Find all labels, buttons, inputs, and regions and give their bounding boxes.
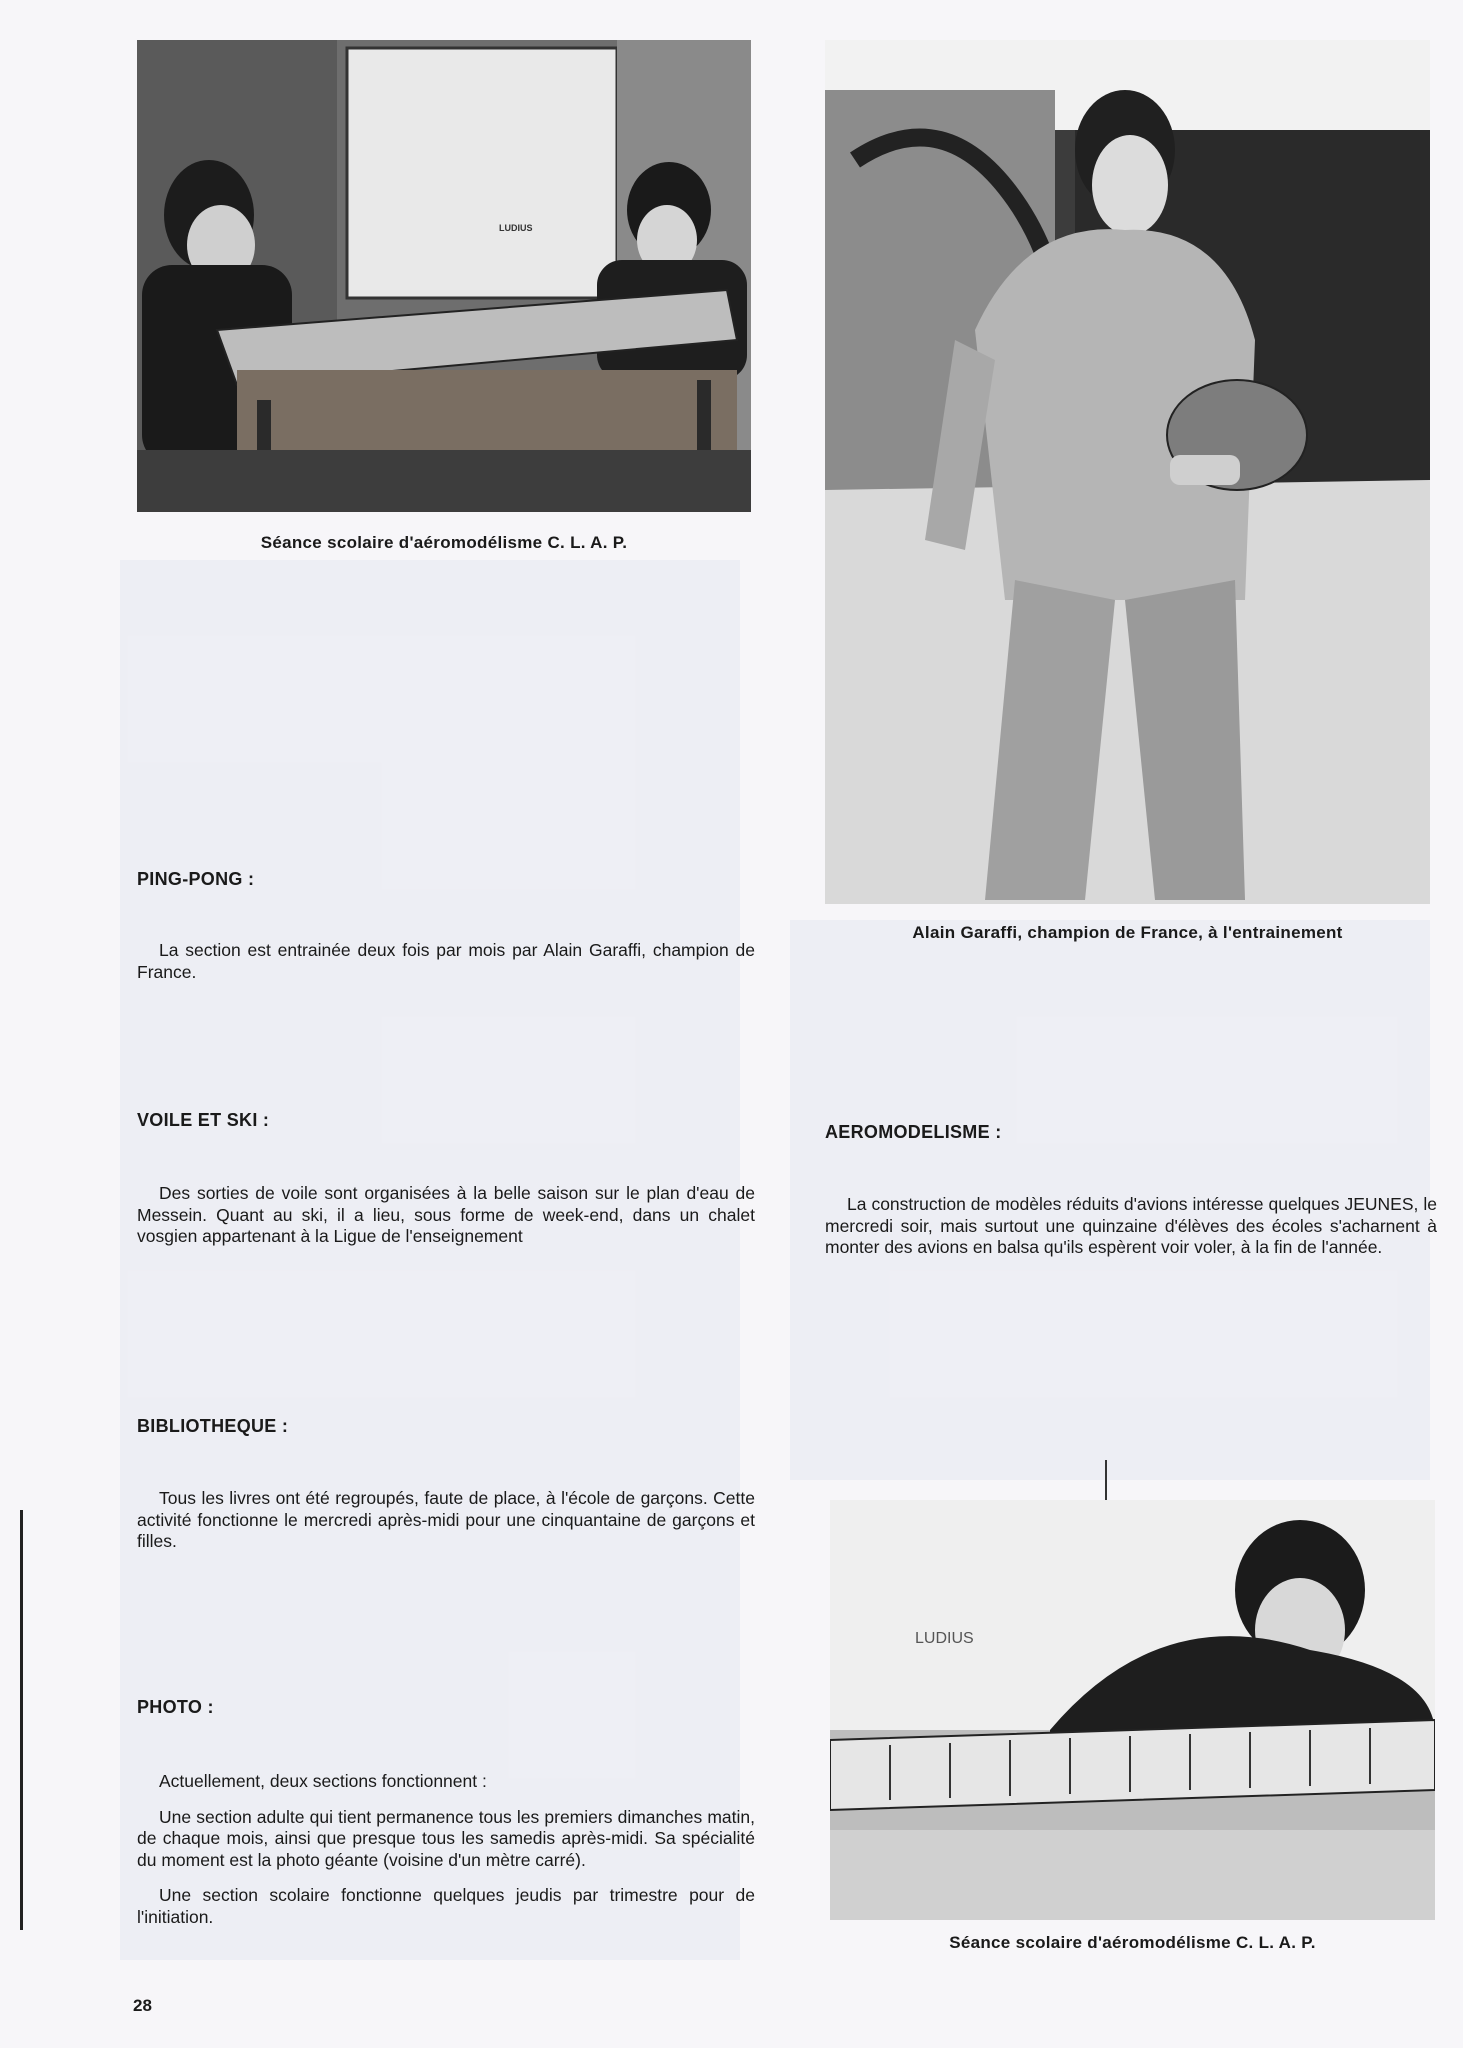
heading-ping-pong: PING-PONG : bbox=[137, 869, 255, 889]
bleed-through-shadow bbox=[120, 560, 740, 1960]
paragraph-ping-pong bbox=[137, 940, 755, 983]
caption-bottom-right: Séance scolaire d'aéromodélisme C. L. A. P. bbox=[949, 1933, 1316, 1952]
photo-image bbox=[830, 1500, 1435, 1920]
heading-bibliotheque: BIBLIOTHEQUE : bbox=[137, 1416, 289, 1436]
paragraph-text: La construction de modèles réduits d'avions intéresse quelques JEUNES, le mercredi soir, mais surtout une quinzaine d'élèves des écoles s'acharnent à monter des avions en balsa qu'ils espèrent voir voler, à la fin de l'année. bbox=[825, 1194, 1437, 1257]
sign-label: LUDIUS bbox=[915, 1630, 974, 1647]
caption-top-left: Séance scolaire d'aéromodélisme C. L. A. P. bbox=[260, 533, 628, 552]
photo-aeromodelling-session-top bbox=[137, 40, 751, 512]
paragraph-aeromodelisme bbox=[825, 1194, 1437, 1259]
photo-alain-garaffi bbox=[825, 40, 1430, 904]
paragraph-text: Des sorties de voile sont organisées à la belle saison sur le plan d'eau de Messein. Quant au ski, il a lieu, sous forme de week-end, dans un chalet vosgien appartenant à la Ligue de l'enseignement bbox=[137, 1183, 755, 1246]
photo-aeromodelling-session-bottom bbox=[830, 1500, 1435, 1920]
paragraph-text: Tous les livres ont été regroupés, faute de place, à l'école de garçons. Cette activité fonctionne le mercredi après-midi pour une cinquantaine de garçons et filles. bbox=[137, 1488, 755, 1551]
photo-image bbox=[137, 40, 751, 512]
page-number: 28 bbox=[133, 1996, 152, 2015]
sign-label: LUDIUS bbox=[499, 223, 533, 233]
photo-image bbox=[825, 40, 1430, 904]
heading-aeromodelisme: AEROMODELISME : bbox=[825, 1122, 1002, 1142]
heading-photo: PHOTO : bbox=[137, 1697, 214, 1717]
paragraph-bibliotheque bbox=[137, 1488, 755, 1553]
margin-binding-marks bbox=[20, 1510, 29, 1930]
paragraph-text: Une section adulte qui tient permanence tous les premiers dimanches matin, de chaque mois, ainsi que presque tous les samedis après-midi. Sa spécialité du moment est la photo géante (voisine d'un mètre carré). bbox=[137, 1806, 755, 1870]
paragraph-text: Actuellement, deux sections fonctionnent : bbox=[159, 1771, 487, 1791]
paragraph-photo bbox=[137, 1771, 755, 1928]
paragraph-text: Une section scolaire fonctionne quelques jeudis par trimestre pour de l'initiation. bbox=[137, 1885, 755, 1927]
paragraph-text: La section est entrainée deux fois par mois par Alain Garaffi, champion de France. bbox=[137, 940, 755, 982]
heading-voile-ski: VOILE ET SKI : bbox=[137, 1110, 270, 1130]
caption-top-right: Alain Garaffi, champion de France, à l'entrainement bbox=[912, 923, 1343, 942]
paragraph-voile-ski bbox=[137, 1183, 755, 1248]
